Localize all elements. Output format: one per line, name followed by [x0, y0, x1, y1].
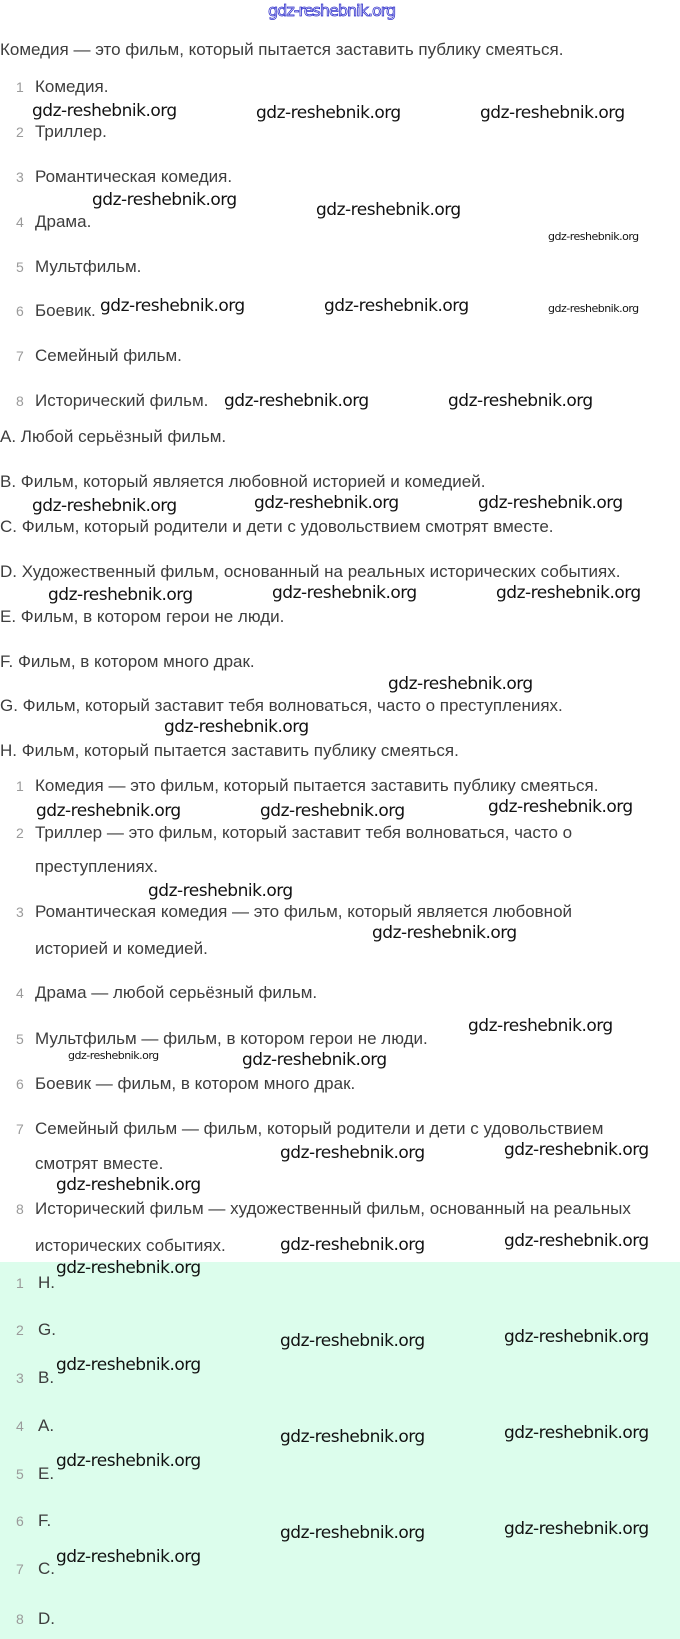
watermark-text: gdz-reshebnik.org [32, 101, 177, 121]
sentence-line: смотрят вместе. [35, 1154, 164, 1173]
watermark-text: gdz-reshebnik.org [100, 296, 245, 316]
sentence-line: исторических событиях. [35, 1236, 226, 1255]
watermark-text: gdz-reshebnik.org [148, 881, 293, 901]
watermark-text: gdz-reshebnik.org [56, 1451, 201, 1471]
watermark-text: gdz-reshebnik.org [164, 717, 309, 737]
watermark-text: gdz-reshebnik.org [56, 1258, 201, 1278]
watermark-text: gdz-reshebnik.org [280, 1143, 425, 1163]
term-item: Мультфильм. [35, 257, 142, 276]
watermark-text: gdz-reshebnik.org [548, 230, 639, 243]
sentence-line: Семейный фильм — фильм, который родители и дети с удовольствием [35, 1119, 604, 1138]
watermark-text: gdz-reshebnik.org [372, 923, 517, 943]
term-item: Романтическая комедия. [35, 167, 233, 186]
sentence-line: Мультфильм — фильм, в котором герои не люди. [35, 1029, 428, 1048]
watermark-text: gdz-reshebnik.org [504, 1423, 649, 1443]
item-number: 4 [16, 1418, 24, 1434]
watermark-text: gdz-reshebnik.org [32, 496, 177, 516]
definition-item: H. Фильм, который пытается заставить публику смеяться. [0, 741, 459, 760]
term-item: Семейный фильм. [35, 346, 182, 365]
watermark-text: gdz-reshebnik.org [504, 1327, 649, 1347]
item-number: 7 [16, 1561, 24, 1577]
definition-item: G. Фильм, который заставит тебя волноваться, часто о преступлениях. [0, 696, 563, 715]
item-number: 5 [16, 1466, 24, 1482]
answer-item: G. [38, 1320, 56, 1339]
item-number: 6 [16, 1513, 24, 1529]
watermark-text: gdz-reshebnik.org [504, 1519, 649, 1539]
watermark-text: gdz-reshebnik.org [488, 797, 633, 817]
answer-item: E. [38, 1464, 55, 1483]
definition-item: C. Фильм, который родители и дети с удовольствием смотрят вместе. [0, 517, 554, 536]
sentence-line: преступлениях. [35, 857, 158, 876]
watermark-text: gdz-reshebnik.org [260, 801, 405, 821]
definition-item: F. Фильм, в котором много драк. [0, 652, 255, 671]
sentence-line: Исторический фильм — художественный фильм, основанный на реальных [35, 1199, 631, 1218]
watermark-text: gdz-reshebnik.org [280, 1523, 425, 1543]
answer-item: F. [38, 1511, 52, 1530]
answer-item: H. [38, 1273, 55, 1292]
watermark-text: gdz-reshebnik.org [56, 1547, 201, 1567]
watermark-text: gdz-reshebnik.org [504, 1231, 649, 1251]
term-item: Боевик. [35, 301, 96, 320]
answer-item: D. [38, 1609, 55, 1628]
watermark-text: gdz-reshebnik.org [48, 585, 193, 605]
item-number: 8 [16, 1201, 24, 1217]
item-number: 2 [16, 1322, 24, 1338]
answer-item: B. [38, 1368, 55, 1387]
watermark-text: gdz-reshebnik.org [224, 391, 369, 411]
watermark-text: gdz-reshebnik.org [280, 1427, 425, 1447]
item-number: 8 [16, 1611, 24, 1627]
watermark-text: gdz-reshebnik.org [280, 1235, 425, 1255]
sentence-line: Романтическая комедия — это фильм, который является любовной [35, 902, 573, 921]
definition-item: D. Художественный фильм, основанный на реальных исторических событиях. [0, 562, 621, 581]
watermark-text: gdz-reshebnik.org [316, 200, 461, 220]
definition-item: A. Любой серьёзный фильм. [0, 427, 227, 446]
item-number: 1 [16, 79, 24, 95]
watermark-text: gdz-reshebnik.org [480, 103, 625, 123]
item-number: 3 [16, 904, 24, 920]
term-item: Исторический фильм. [35, 391, 209, 410]
item-number: 6 [16, 303, 24, 319]
sentence-line: Боевик — фильм, в котором много драк. [35, 1074, 356, 1093]
header-watermark: gdz-reshebnik.org [268, 1, 396, 20]
item-number: 4 [16, 214, 24, 230]
watermark-text: gdz-reshebnik.org [388, 674, 533, 694]
item-number: 7 [16, 1121, 24, 1137]
item-number: 7 [16, 348, 24, 364]
watermark-text: gdz-reshebnik.org [92, 190, 237, 210]
term-item: Комедия. [35, 77, 109, 96]
intro-example: Комедия — это фильм, который пытается заставить публику смеяться. [0, 40, 564, 59]
watermark-text: gdz-reshebnik.org [254, 493, 399, 513]
answer-item: A. [38, 1416, 55, 1435]
item-number: 2 [16, 825, 24, 841]
watermark-text: gdz-reshebnik.org [36, 801, 181, 821]
sentence-line: историей и комедией. [35, 939, 208, 958]
watermark-text: gdz-reshebnik.org [242, 1050, 387, 1070]
watermark-text: gdz-reshebnik.org [324, 296, 469, 316]
watermark-text: gdz-reshebnik.org [504, 1140, 649, 1160]
watermark-text: gdz-reshebnik.org [548, 302, 639, 315]
watermark-text: gdz-reshebnik.org [272, 583, 417, 603]
watermark-text: gdz-reshebnik.org [448, 391, 593, 411]
watermark-text: gdz-reshebnik.org [280, 1331, 425, 1351]
term-item: Триллер. [35, 122, 107, 141]
definition-item: E. Фильм, в котором герои не люди. [0, 607, 285, 626]
watermark-text: gdz-reshebnik.org [256, 103, 401, 123]
sentence-line: Драма — любой серьёзный фильм. [35, 983, 318, 1002]
item-number: 2 [16, 124, 24, 140]
item-number: 3 [16, 169, 24, 185]
item-number: 5 [16, 1031, 24, 1047]
definition-item: B. Фильм, который является любовной историей и комедией. [0, 472, 486, 491]
item-number: 5 [16, 259, 24, 275]
watermark-text: gdz-reshebnik.org [56, 1355, 201, 1375]
answer-item: C. [38, 1559, 55, 1578]
watermark-text: gdz-reshebnik.org [478, 493, 623, 513]
item-number: 1 [16, 778, 24, 794]
item-number: 3 [16, 1370, 24, 1386]
watermark-text: gdz-reshebnik.org [68, 1049, 159, 1062]
item-number: 4 [16, 985, 24, 1001]
watermark-text: gdz-reshebnik.org [496, 583, 641, 603]
watermark-text: gdz-reshebnik.org [56, 1175, 201, 1195]
sentence-line: Комедия — это фильм, который пытается заставить публику смеяться. [35, 776, 599, 795]
item-number: 8 [16, 393, 24, 409]
item-number: 6 [16, 1076, 24, 1092]
watermark-text: gdz-reshebnik.org [468, 1016, 613, 1036]
sentence-line: Триллер — это фильм, который заставит тебя волноваться, часто о [35, 823, 573, 842]
item-number: 1 [16, 1275, 24, 1291]
term-item: Драма. [35, 212, 92, 231]
